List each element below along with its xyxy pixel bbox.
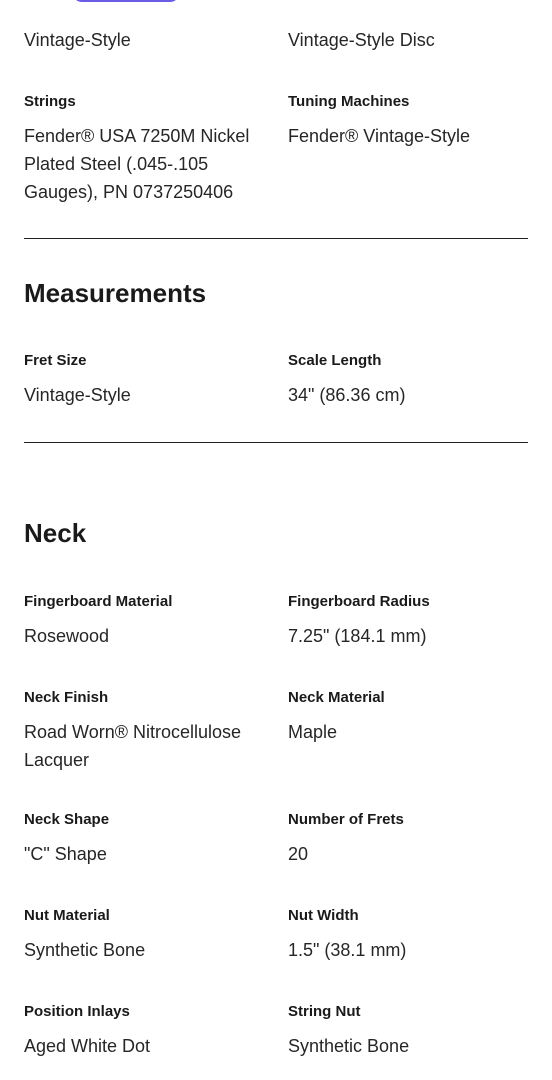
section-divider xyxy=(24,442,528,443)
spec-tuning-machines xyxy=(288,92,538,150)
spec-nut-material xyxy=(24,906,274,964)
spec-value: Vintage-Style xyxy=(24,385,131,405)
spec-label: Fret Size xyxy=(24,352,87,369)
spec-neck-shape xyxy=(24,810,274,868)
spec-value: Aged White Dot xyxy=(24,1036,151,1056)
spec-value: Fender® USA 7250M Nickel Plated Steel (.045-.105 Gauges), PN 0737250406 xyxy=(24,126,250,202)
top-tab-button[interactable] xyxy=(72,0,180,2)
spec-label: Neck Material xyxy=(288,689,385,706)
spec-fingerboard-radius xyxy=(288,592,538,650)
spec-neck-finish xyxy=(24,688,274,774)
spec-label: Fingerboard Material xyxy=(24,593,173,610)
spec-position-inlays xyxy=(24,1002,274,1060)
spec-fingerboard-material xyxy=(24,592,274,650)
section-title-measurements: Measurements xyxy=(24,278,207,308)
spec-label: Neck Shape xyxy=(24,811,110,828)
spec-value: Maple xyxy=(288,722,338,742)
spec-value: Road Worn® Nitrocellulose Lacquer xyxy=(24,722,242,770)
spec-scale-length xyxy=(288,351,538,409)
spec-strings xyxy=(24,92,274,206)
spec-nut-width xyxy=(288,906,538,964)
spec-label: Fingerboard Radius xyxy=(288,593,430,610)
spec-label: Tuning Machines xyxy=(288,93,410,110)
spec-label: Strings xyxy=(24,93,76,110)
spec-value: 7.25" (184.1 mm) xyxy=(288,626,427,646)
spec-value: Synthetic Bone xyxy=(24,940,146,960)
spec-label: Nut Width xyxy=(288,907,359,924)
spec-string-nut xyxy=(288,1002,538,1060)
spec-value: Vintage-Style xyxy=(24,30,131,50)
spec-value: "C" Shape xyxy=(24,844,107,864)
spec-label: Scale Length xyxy=(288,352,382,369)
section-divider xyxy=(24,238,528,239)
spec-label: Neck Finish xyxy=(24,689,109,706)
spec-item-prev-1-right xyxy=(288,26,538,54)
spec-value: 34" (86.36 cm) xyxy=(288,385,406,405)
spec-neck-material xyxy=(288,688,538,746)
spec-value: Rosewood xyxy=(24,626,110,646)
spec-label: String Nut xyxy=(288,1003,361,1020)
spec-fret-size xyxy=(24,351,274,409)
section-title-neck: Neck xyxy=(24,518,87,548)
spec-label: Nut Material xyxy=(24,907,110,924)
spec-value: Vintage-Style Disc xyxy=(288,30,435,50)
spec-label: Position Inlays xyxy=(24,1003,130,1020)
spec-value: 1.5" (38.1 mm) xyxy=(288,940,407,960)
spec-label: Number of Frets xyxy=(288,811,404,828)
spec-item-prev-1-left xyxy=(24,26,274,54)
spec-value: 20 xyxy=(288,844,309,864)
spec-value: Synthetic Bone xyxy=(288,1036,410,1056)
spec-number-of-frets xyxy=(288,810,538,868)
spec-value: Fender® Vintage-Style xyxy=(288,126,471,146)
